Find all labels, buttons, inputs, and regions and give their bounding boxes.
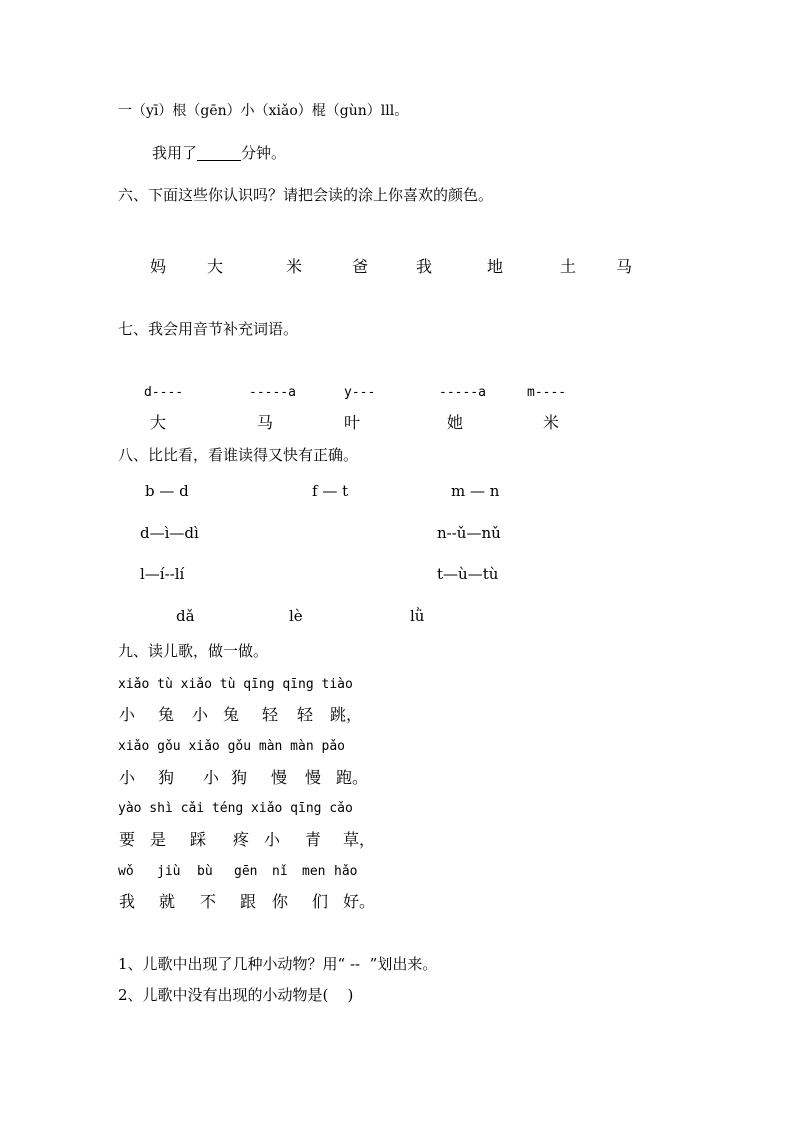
q7-char: 马: [257, 413, 274, 432]
poem-char: 是: [150, 830, 167, 849]
poem-pinyin: xiǎo gǒu xiǎo gǒu màn màn pǎo: [118, 739, 345, 754]
q7-syllable[interactable]: m----: [527, 385, 567, 400]
minutes-blank[interactable]: [197, 146, 241, 161]
poem-char: 小: [119, 768, 136, 787]
q6-char[interactable]: 地: [487, 257, 504, 276]
poem-char: 小: [192, 705, 209, 724]
time-prefix: 我用了: [152, 144, 198, 162]
poem-char: 我: [119, 892, 136, 911]
q6-char[interactable]: 大: [207, 257, 224, 276]
poem-char: 青: [305, 830, 322, 849]
poem-char: 兔: [158, 705, 175, 724]
q8-spell: t—ù—tù: [437, 565, 499, 583]
poem-char: 你: [272, 892, 289, 911]
poem-char: 跑。: [336, 768, 369, 787]
poem-char: 草，: [343, 830, 376, 849]
question-1: 1、儿歌中出现了几种小动物？用“ -- ”划出来。: [118, 955, 438, 973]
q8-pair: f — t: [312, 482, 349, 500]
poem-char: 慢: [271, 768, 288, 787]
poem-pinyin: men: [302, 864, 326, 879]
poem-pinyin: jiù: [157, 864, 181, 879]
poem-char: 疼: [233, 830, 250, 849]
poem-char: 小: [264, 830, 281, 849]
poem-char: 就: [159, 892, 176, 911]
poem-char: 慢: [305, 768, 322, 787]
poem-char: 跳，: [330, 705, 363, 724]
q8-word: lǜ: [410, 607, 425, 625]
time-suffix: 分钟。: [241, 144, 287, 162]
q7-char: 米: [543, 413, 560, 432]
poem-char: 兔: [223, 705, 240, 724]
poem-pinyin: bù: [197, 864, 213, 879]
q8-pair: b — d: [145, 482, 189, 500]
q6-char[interactable]: 马: [616, 257, 633, 276]
poem-char: 轻: [297, 705, 314, 724]
q7-syllable[interactable]: d----: [144, 385, 184, 400]
poem-char: 小: [203, 768, 220, 787]
time-spent-line: [152, 146, 286, 161]
q7-syllable[interactable]: y---: [344, 385, 376, 400]
q7-char: 她: [447, 413, 464, 432]
poem-char: 不: [200, 892, 217, 911]
poem-pinyin: yào shì cǎi téng xiǎo qīng cǎo: [118, 801, 353, 816]
q8-spell: d—ì—dì: [140, 524, 199, 542]
q8-spell: n--ǔ—nǔ: [437, 524, 501, 542]
q7-char: 大: [150, 413, 167, 432]
q7-syllable[interactable]: -----a: [439, 385, 486, 400]
poem-char: 跟: [240, 892, 257, 911]
poem-pinyin: gēn: [234, 864, 258, 879]
poem-pinyin: nǐ: [272, 864, 288, 879]
q7-char: 叶: [344, 413, 361, 432]
poem-pinyin: xiǎo tù xiǎo tù qīng qīng tiào: [118, 677, 353, 692]
q6-char[interactable]: 我: [416, 257, 433, 276]
poem-char: 小: [119, 705, 136, 724]
q8-word: dǎ: [176, 607, 195, 625]
q8-word: lè: [289, 607, 303, 625]
poem-pinyin: wǒ: [118, 864, 134, 879]
q8-title: 八、比比看，看谁读得又快有正确。: [118, 446, 359, 464]
question-2[interactable]: 2、儿歌中没有出现的小动物是( ): [118, 986, 354, 1004]
poem-char: 狗: [231, 768, 248, 787]
q6-char[interactable]: 米: [286, 257, 303, 276]
poem-char: 轻: [262, 705, 279, 724]
q9-title: 九、读儿歌，做一做。: [118, 642, 269, 660]
q6-char[interactable]: 妈: [150, 257, 167, 276]
q7-title: 七、我会用音节补充词语。: [118, 320, 299, 338]
q7-syllable[interactable]: -----a: [249, 385, 296, 400]
poem-char: 狗: [158, 768, 175, 787]
q6-title: 六、下面这些你认识吗？请把会读的涂上你喜欢的颜色。: [118, 186, 494, 204]
poem-char: 踩: [190, 830, 207, 849]
q8-spell: l—í--lí: [140, 565, 185, 583]
poem-char: 要: [119, 830, 136, 849]
poem-char: 们: [312, 892, 329, 911]
q8-pair: m — n: [451, 482, 500, 500]
q6-char[interactable]: 土: [560, 257, 577, 276]
poem-char: 好。: [343, 892, 376, 911]
poem-pinyin: hǎo: [334, 864, 358, 879]
q6-char[interactable]: 爸: [352, 257, 369, 276]
pinyin-sentence: 一（yī）根（gēn）小（xiǎo）棍（gùn）lll。: [118, 103, 409, 119]
